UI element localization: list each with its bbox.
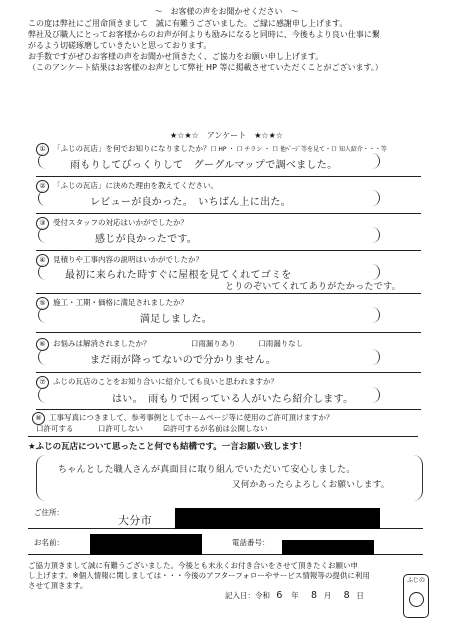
footer-line: し上げます。※個人情報に関しましては・・・今後のアフターフォローやサービス情報等の提供に利用 <box>28 571 370 580</box>
intro-line: 弊社及び職人にとってお客様からのお声が何よりも励みになると同時に、今後もより良い仕事に繋 <box>28 30 380 39</box>
divider <box>36 176 421 177</box>
question-text: 見積りや工事内容の説明はいかがでしたか？ <box>53 255 203 264</box>
intro-line: （このアンケート結果はお客様のお声として弊社 HP 等に掲載させていただくことがございます。） <box>28 63 383 72</box>
name-redaction <box>90 534 202 555</box>
divider <box>36 250 421 251</box>
answer-2: レビューが良かった。 いちばん上に出た。 <box>90 197 291 208</box>
question-number: ① <box>36 143 49 156</box>
record-day-unit: 日 <box>356 591 364 600</box>
answer-1: 雨もりしてびっくりして グーグルマップで調べました。 <box>70 160 338 171</box>
answer-6: まだ雨が降ってないので分かりません。 <box>90 355 276 366</box>
question-number: ② <box>36 180 49 193</box>
seal-roof-icon <box>409 592 424 607</box>
survey-heading: ★☆★☆ アンケート ★☆★☆ <box>170 131 283 140</box>
phone-redaction <box>282 540 374 555</box>
intro-line: お手数ですがぜひお客様の声をお聞かせ頂きたく、ご協力をお願い申し上げます。 <box>28 52 324 61</box>
question-options-prefix: 口 HP ・ 口 チラシ ・ 口 他ﾍﾟｰｼﾞ等を見て・ <box>210 146 331 153</box>
record-day[interactable]: 8 <box>343 590 350 601</box>
record-year[interactable]: 6 <box>276 590 283 601</box>
question-number: ⑤ <box>36 297 49 310</box>
comment-line-2: 又何かあったらよろしくお願いします。 <box>232 480 390 490</box>
record-date-label: 記入日：令和 <box>225 591 270 600</box>
answer-3: 感じが良かったです。 <box>95 234 198 245</box>
divider <box>36 293 421 294</box>
address-value[interactable]: 大分市 <box>118 514 152 527</box>
question-number: ③ <box>36 217 49 230</box>
answer-4: 最初に来られた時すぐに屋根を見てくれてゴミを <box>65 270 292 281</box>
answer-7: はい。 雨もりで困っている人がいたら紹介します。 <box>112 394 354 405</box>
comment-line-1: ちゃんとした職人さんが真面目に取り組んでいただいて安心しました。 <box>58 465 356 475</box>
company-seal-logo <box>403 574 429 618</box>
question-text: 「ふじの瓦店」に決めた理由を教えてください。 <box>53 181 218 190</box>
question-text: 工事写真につきまして、参考事例としてホームページ等に使用のご許可頂けますか？ <box>49 413 334 422</box>
option-permit[interactable]: 口許可する <box>36 424 74 433</box>
answer-4-cont: とりのぞいてくれてありがたかったです。 <box>225 282 401 292</box>
intro-line: がるよう切磋琢磨していきたいと思っております。 <box>28 41 212 50</box>
question-text: 「ふじの瓦店」を何でお知りになりましたか？ <box>53 144 211 153</box>
option-deny[interactable]: 口許可しない <box>97 424 143 433</box>
seal-text: ふじの <box>406 577 425 584</box>
divider <box>36 372 421 373</box>
survey-title: ～ お客様の声をお聞かせください ～ <box>154 7 299 16</box>
question-number: ⑥ <box>36 338 49 351</box>
option-no-leak[interactable]: 口雨漏りなし <box>258 339 304 348</box>
question-text: ふじの瓦店のことをお知り合いに紹介しても良いと思われますか？ <box>53 377 278 386</box>
answer-5: 満足しました。 <box>140 314 213 325</box>
record-year-unit: 年 <box>291 591 299 600</box>
photo-permission-options <box>36 424 268 434</box>
option-leak[interactable]: 口雨漏りあり <box>190 339 236 348</box>
record-month-unit: 月 <box>323 591 332 600</box>
address-label: ご住所： <box>34 508 64 517</box>
question-options: 口 知人紹介・・・等 <box>330 146 387 153</box>
question-text: お悩みは解消されましたか？ <box>53 339 151 348</box>
question-number: ④ <box>36 254 49 267</box>
question-text: 施工・工期・価格に満足されましたか？ <box>53 298 188 307</box>
divider <box>28 436 418 437</box>
answer-bracket <box>38 227 380 243</box>
divider <box>36 409 421 410</box>
question-text: 受付スタッフの対応はいかがでしたか？ <box>53 218 188 227</box>
footer-line: させて頂きます。 <box>28 581 88 590</box>
divider <box>36 332 421 333</box>
footer-line: ご協力頂きまして誠に有難うございました。今後とも末永くお付き合いをさせて頂きたくお願い申 <box>28 561 358 570</box>
footer-text <box>28 561 398 591</box>
phone-label: 電話番号： <box>232 538 270 547</box>
option-permit-anonymous[interactable]: ☑許可するが名前は公開しない <box>163 424 268 433</box>
intro-line: この度は弊社にご用命頂きまして 誠に有難うございました。ご縁に感謝申し上げます。 <box>28 19 348 28</box>
record-date <box>225 591 364 601</box>
question-number: ⑦ <box>36 376 49 389</box>
address-redaction <box>175 508 380 529</box>
comments-heading: ★ふじの瓦店について思ったこと何でも結構です。一言お願い致します！ <box>28 442 307 452</box>
intro-text <box>28 18 443 73</box>
name-label: お名前： <box>34 538 64 547</box>
divider <box>36 213 421 214</box>
question-number: ⑧ <box>32 412 45 425</box>
record-month[interactable]: 8 <box>311 590 318 601</box>
